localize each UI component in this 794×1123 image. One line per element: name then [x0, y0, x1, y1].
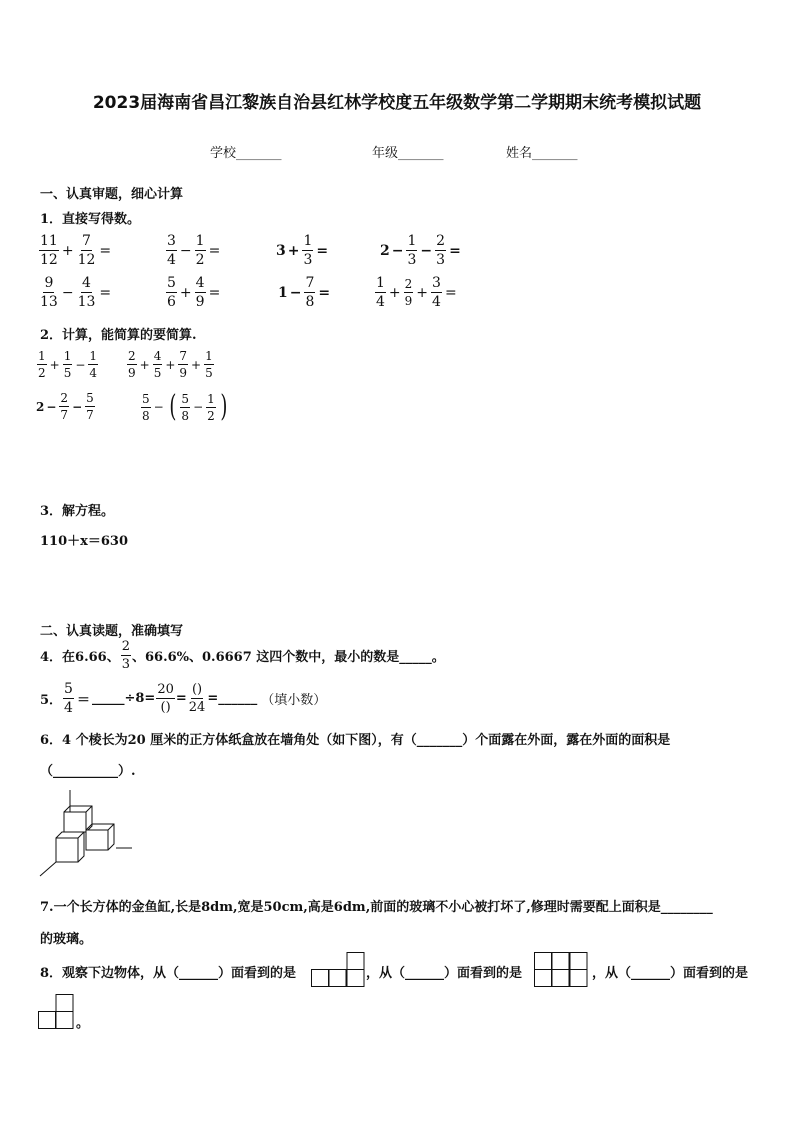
- name-field: [506, 142, 578, 161]
- school-field: [210, 142, 282, 161]
- q1-r2-d: $\frac{1}{4}$ + $\frac{2}{9}$ + $\frac{3}{4}$ =: [376, 275, 457, 310]
- q1-r1-b: $\frac{3}{4}$ − $\frac{1}{2}$ =: [167, 233, 221, 268]
- q2-label: 2．计算，能简算的要简算.: [40, 328, 197, 343]
- q2-expr2: $\frac{2}{9}$ + $\frac{4}{5}$ + $\frac{7}{9}$ + $\frac{1}{5}$: [128, 349, 213, 380]
- q2-expr4: $\frac{5}{8}$ − ( $\frac{5}{8}$ − $\frac{1}{2}$ ): [142, 389, 228, 424]
- q2-expr1: $\frac{1}{2}$ + $\frac{1}{5}$ − $\frac{1}{4}$: [38, 349, 98, 380]
- q2-expr3: 2 − $\frac{2}{7}$ − $\frac{5}{7}$: [36, 391, 94, 422]
- q1-label: 1．直接写得数。: [40, 212, 141, 227]
- q1-r1-d: 2 − $\frac{1}{3}$ − $\frac{2}{3}$ =: [380, 233, 461, 268]
- q3-equation: 110＋x＝630: [40, 534, 129, 549]
- q5: 5． $\frac{5}{4}$ ＝ _____ ÷8= $\frac{20}{()}$ = $\frac{()}{24}$ = ______ （填小数）: [40, 681, 327, 716]
- view-shape-1: [311, 952, 365, 988]
- grade-blank: _______: [398, 146, 444, 161]
- grade-label: 年级: [372, 146, 399, 161]
- q6-line1: 6．4 个棱长为20 厘米的正方体纸盒放在墙角处（如下图），有（_______）个面露在外面，露在外面的面积是: [40, 733, 671, 748]
- view-shape-2: [534, 952, 588, 988]
- q1-r2-a: $\frac{9}{13}$ − $\frac{4}{13}$ =: [40, 275, 112, 310]
- school-label: 学校: [210, 146, 237, 161]
- section1-heading: 一、认真审题，细心计算: [40, 187, 184, 202]
- view-shape-3: [38, 994, 76, 1030]
- q1-r2-c: 1 − $\frac{7}{8}$ =: [278, 275, 331, 310]
- grade-field: [372, 142, 444, 161]
- q6-line2: （__________）.: [40, 764, 136, 779]
- q1-r2-b: $\frac{5}{6}$ + $\frac{4}{9}$ =: [167, 275, 221, 310]
- q1-r1-a: $\frac{11}{12}$ + $\frac{7}{12}$ =: [40, 233, 112, 268]
- school-blank: _______: [236, 146, 282, 161]
- q3-label: 3．解方程。: [40, 504, 115, 519]
- q8-end: 。: [76, 1016, 90, 1031]
- q7-line2: 的玻璃。: [40, 932, 93, 947]
- q8-part1: 8．观察下边物体，从（______）面看到的是: [40, 966, 297, 981]
- name-label: 姓名: [506, 146, 533, 161]
- cube-corner-figure: [38, 788, 138, 878]
- q1-r1-c: 3 + $\frac{1}{3}$ =: [276, 233, 329, 268]
- q8-part2: ，从（______）面看到的是: [366, 966, 523, 981]
- page-title: 2023届海南省昌江黎族自治县红林学校度五年级数学第二学期期末统考模拟试题: [92, 93, 702, 113]
- name-blank: _______: [532, 146, 578, 161]
- q7-line1: 7.一个长方体的金鱼缸,长是8dm,宽是50cm,高是6dm,前面的玻璃不小心被打坏了,修理时需要配上面积是________: [40, 900, 713, 915]
- section2-heading: 二、认真读题，准确填写: [40, 624, 184, 639]
- q8-part3: ，从（______）面看到的是: [592, 966, 749, 981]
- q4: 4．在6.66、 $\frac{2}{3}$ 、66.6%、0.6667 这四个数中，最小的数是_____。: [40, 639, 445, 672]
